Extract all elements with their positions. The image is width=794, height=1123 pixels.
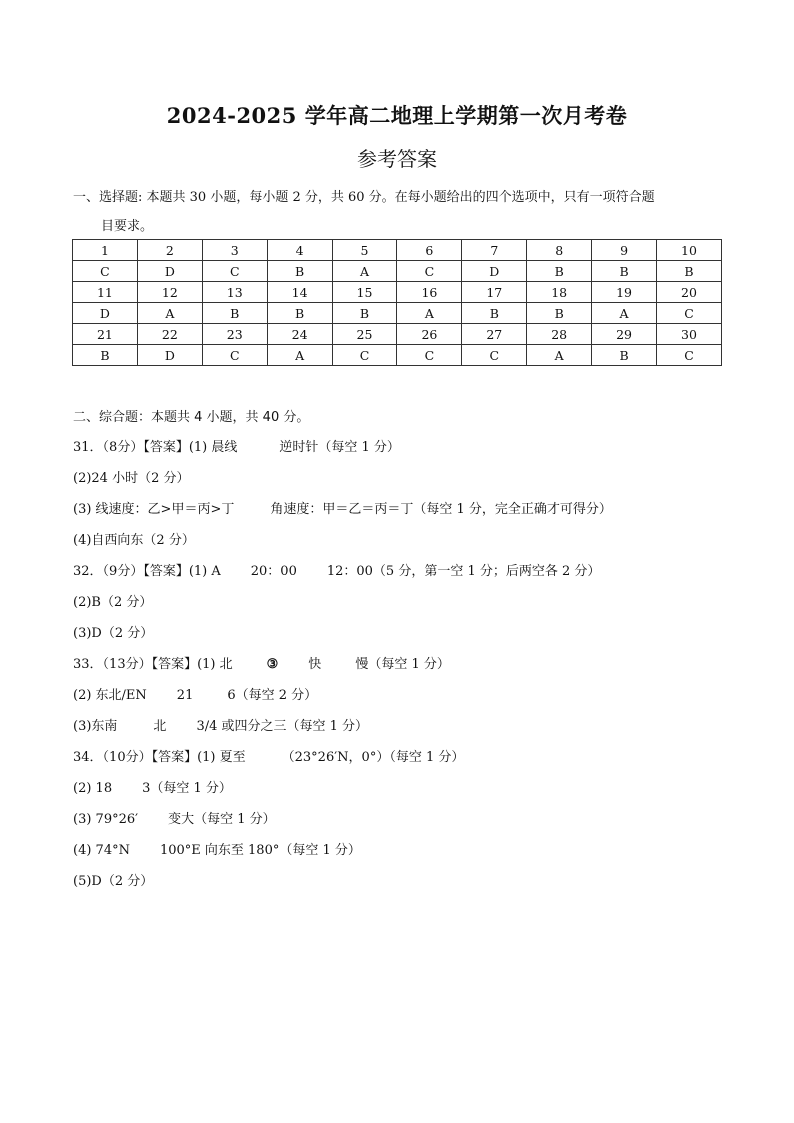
answer-segment: ③ (266, 657, 279, 672)
answer-segment: 32．（9分）【答案】(1) A (73, 564, 221, 579)
answer-segment: (2)B（2 分） (73, 595, 153, 610)
answer-segment: (2)24 小时（2 分） (73, 471, 190, 486)
page-subtitle: 参考答案 (357, 147, 437, 171)
answer-cell: C (73, 261, 138, 282)
answer-segment: 变大（每空 1 分） (168, 812, 276, 827)
answer-cell: C (332, 345, 397, 366)
question-number-cell: 28 (527, 324, 592, 345)
answer-segment: （23°26′N，0°）（每空 1 分） (281, 750, 465, 765)
table-row-answers (73, 345, 722, 366)
answer-segment: 快 (308, 657, 322, 672)
answer-cell: A (397, 303, 462, 324)
comprehensive-answers (73, 437, 733, 902)
section-comprehensive-heading: 二、综合题：本题共 4 小题，共 40 分。 (73, 410, 310, 425)
answer-cell: D (137, 261, 202, 282)
answer-cell: D (73, 303, 138, 324)
question-number-cell: 8 (527, 240, 592, 261)
answer-cell: D (137, 345, 202, 366)
question-number-cell: 12 (137, 282, 202, 303)
answer-cell: B (202, 303, 267, 324)
question-number-cell: 16 (397, 282, 462, 303)
table-row-question-numbers (73, 240, 722, 261)
answer-segment: (4) 74°N (73, 843, 130, 858)
answer-cell: B (267, 303, 332, 324)
question-number-cell: 21 (73, 324, 138, 345)
question-number-cell: 20 (657, 282, 722, 303)
answer-cell: B (527, 261, 592, 282)
answer-cell: C (202, 261, 267, 282)
question-number-cell: 18 (527, 282, 592, 303)
answer-segment: 12：00（5 分，第一空 1 分；后两空各 2 分） (326, 564, 601, 579)
answer-cell: B (592, 261, 657, 282)
answer-line (73, 685, 733, 716)
answer-line (73, 468, 733, 499)
answer-segment: 100°E 向东至 180°（每空 1 分） (159, 843, 361, 858)
answer-segment: (4)自西向东（2 分） (73, 533, 195, 548)
question-number-cell: 13 (202, 282, 267, 303)
answer-segment: (3) 线速度：乙>甲＝丙>丁 (73, 502, 235, 517)
question-number-cell: 2 (137, 240, 202, 261)
question-number-cell: 19 (592, 282, 657, 303)
choice-answer-table (72, 239, 722, 366)
answer-line (73, 840, 733, 871)
answer-cell: B (592, 345, 657, 366)
answer-segment: (2) 东北/EN (73, 688, 147, 703)
answer-cell: C (657, 345, 722, 366)
answer-cell: A (137, 303, 202, 324)
question-number-cell: 10 (657, 240, 722, 261)
table-row-question-numbers (73, 282, 722, 303)
answer-segment: 3/4 或四分之三（每空 1 分） (196, 719, 369, 734)
answer-cell: B (267, 261, 332, 282)
answer-line (73, 778, 733, 809)
question-number-cell: 17 (462, 282, 527, 303)
answer-segment: 6（每空 2 分） (227, 688, 318, 703)
answer-line (73, 499, 733, 530)
answer-cell: B (462, 303, 527, 324)
answer-segment: 3（每空 1 分） (142, 781, 232, 796)
answer-segment: (3)东南 (73, 719, 118, 734)
question-number-cell: 5 (332, 240, 397, 261)
answer-line (73, 561, 733, 592)
answer-cell: B (527, 303, 592, 324)
question-number-cell: 15 (332, 282, 397, 303)
answer-line (73, 809, 733, 840)
answer-segment: 角速度：甲＝乙＝丙＝丁（每空 1 分，完全正确才可得分） (270, 502, 612, 517)
answer-line (73, 437, 733, 468)
table-row-answers (73, 303, 722, 324)
question-number-cell: 4 (267, 240, 332, 261)
answer-cell: A (527, 345, 592, 366)
answer-line (73, 530, 733, 561)
table-row-question-numbers (73, 324, 722, 345)
answer-segment: 31．（8分）【答案】(1) 晨线 (73, 440, 238, 455)
answer-segment: 20：00 (250, 564, 297, 579)
answer-segment: (2) 18 (73, 781, 113, 796)
answer-cell: C (202, 345, 267, 366)
question-number-cell: 26 (397, 324, 462, 345)
answer-segment: 34．（10分）【答案】(1) 夏至 (73, 750, 246, 765)
answer-line (73, 871, 733, 902)
question-number-cell: 14 (267, 282, 332, 303)
question-number-cell: 25 (332, 324, 397, 345)
question-number-cell: 27 (462, 324, 527, 345)
question-number-cell: 9 (592, 240, 657, 261)
answer-cell: C (397, 261, 462, 282)
answer-segment: 21 (176, 688, 194, 703)
question-number-cell: 23 (202, 324, 267, 345)
question-number-cell: 22 (137, 324, 202, 345)
answer-cell: B (73, 345, 138, 366)
answer-line (73, 716, 733, 747)
answer-line (73, 592, 733, 623)
question-number-cell: 24 (267, 324, 332, 345)
answer-cell: B (657, 261, 722, 282)
question-number-cell: 1 (73, 240, 138, 261)
answer-cell: C (397, 345, 462, 366)
question-number-cell: 7 (462, 240, 527, 261)
instructions-line-1: 一、选择题: 本题共 30 小题，每小题 2 分，共 60 分。在每小题给出的四个选项中，只有一项符合题 (73, 190, 655, 205)
answer-segment: (5)D（2 分） (73, 874, 154, 889)
answer-segment: 逆时针（每空 1 分） (279, 440, 400, 455)
answer-segment: 北 (153, 719, 167, 734)
answer-cell: A (332, 261, 397, 282)
question-number-cell: 11 (73, 282, 138, 303)
question-number-cell: 29 (592, 324, 657, 345)
instructions-line-2: 目要求。 (101, 219, 154, 234)
answer-cell: A (592, 303, 657, 324)
answer-segment: 慢（每空 1 分） (355, 657, 450, 672)
answer-cell: B (332, 303, 397, 324)
answer-line (73, 623, 733, 654)
answer-segment: (3)D（2 分） (73, 626, 154, 641)
answer-line (73, 747, 733, 778)
answer-segment: (3) 79°26′ (73, 812, 139, 827)
question-number-cell: 3 (202, 240, 267, 261)
answer-cell: C (462, 345, 527, 366)
table-row-answers (73, 261, 722, 282)
answer-cell: D (462, 261, 527, 282)
answer-cell: A (267, 345, 332, 366)
section-choice-instructions (73, 183, 725, 241)
question-number-cell: 30 (657, 324, 722, 345)
answer-cell: C (657, 303, 722, 324)
question-number-cell: 6 (397, 240, 462, 261)
page-title: 2024-2025 学年高二地理上学期第一次月考卷 (166, 103, 628, 128)
answer-line (73, 654, 733, 685)
answer-segment: 33．（13分）【答案】(1) 北 (73, 657, 233, 672)
